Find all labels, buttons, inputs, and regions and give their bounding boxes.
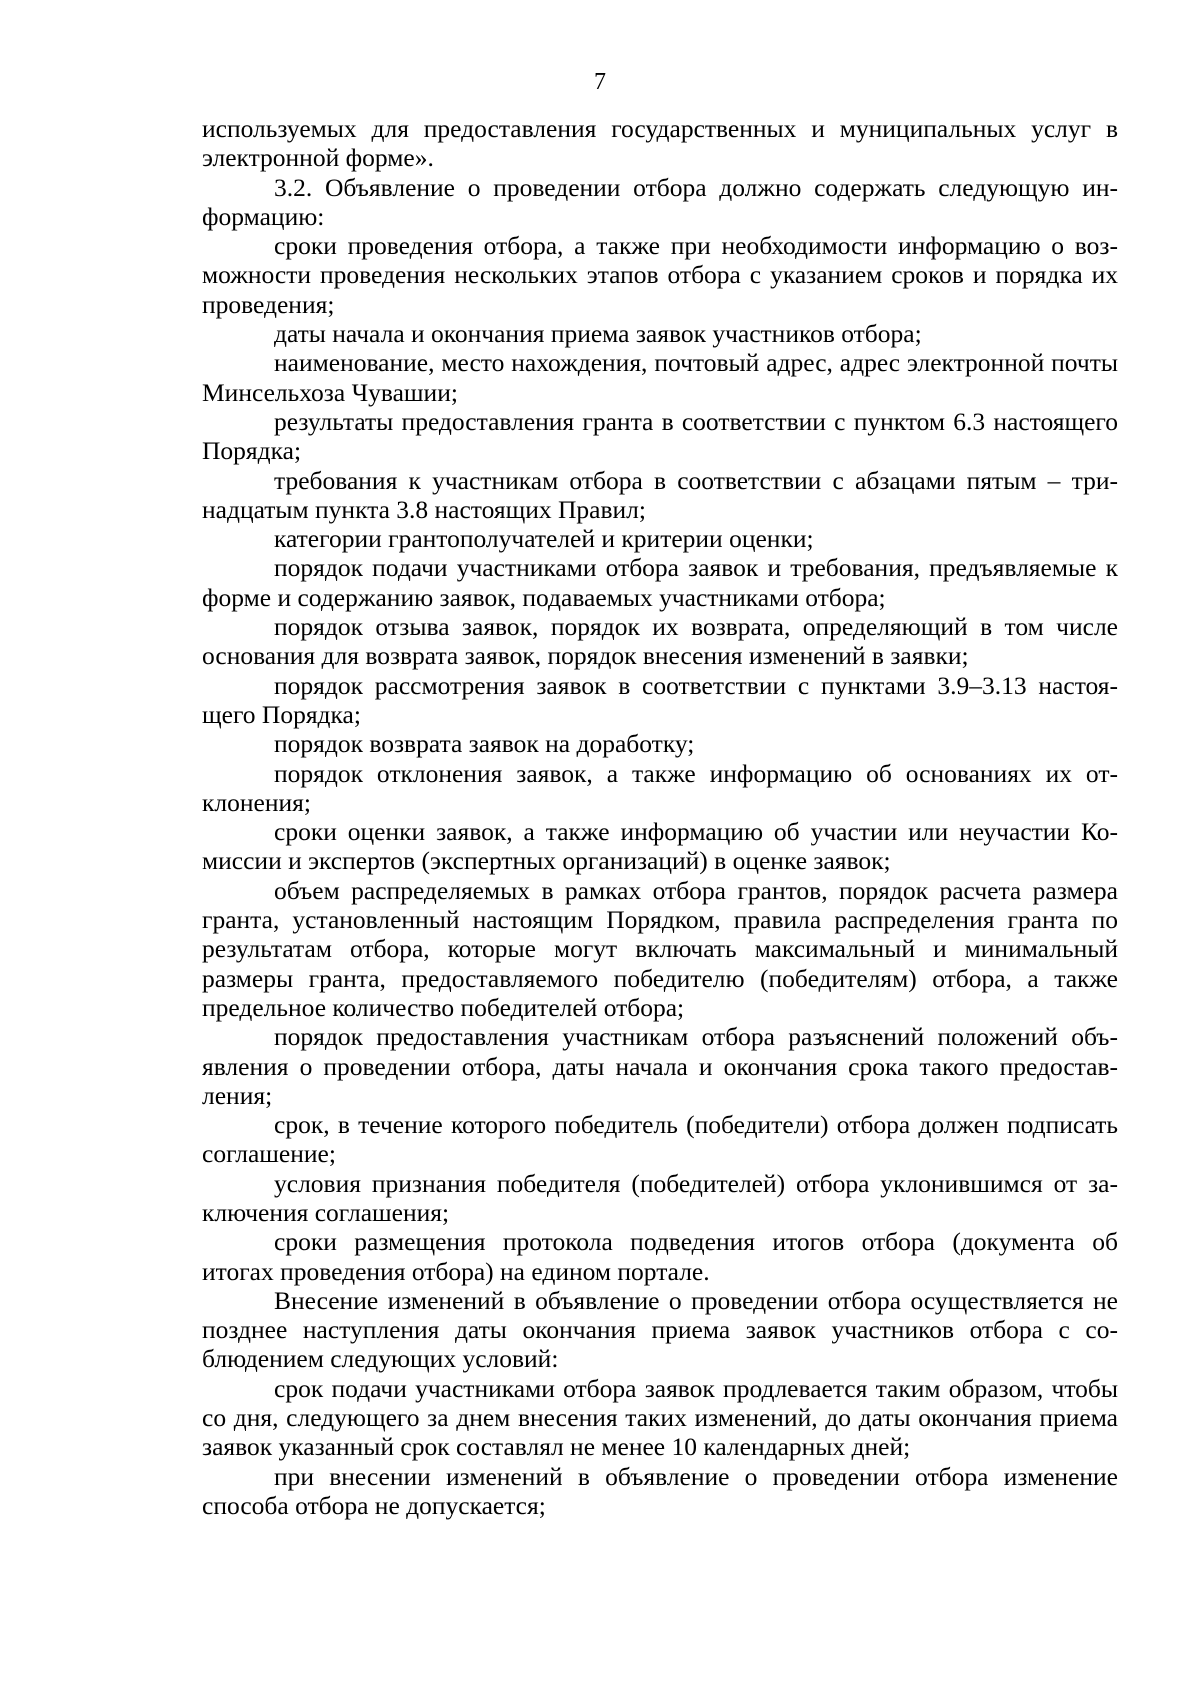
paragraph-22: при внесении изменений в объявление о проведении отбора изменение способа отбора не допускается; bbox=[202, 1461, 1118, 1520]
paragraph-8: категории грантополучателей и критерии оценки; bbox=[274, 524, 814, 554]
paragraph-15: объем распределяемых в рамках отбора грантов, порядок расчета размера гранта, установленный настоящим Порядком, правила распределения гранта по результатам отбора, которые могут включать максимальный и минимальный размеры гранта, предоставляемого победителю (победителям) отбора, а также предельное количество победителей отбора; bbox=[202, 875, 1118, 1022]
paragraph-11: порядок рассмотрения заявок в соответствии с пунктами 3.9–3.13 настоящего Порядка; bbox=[202, 670, 1118, 729]
paragraph-16: порядок предоставления участникам отбора разъяснений положений объявления о проведении отбора, даты начала и окончания срока такого предоставления; bbox=[202, 1022, 1118, 1110]
paragraph-4: даты начала и окончания приема заявок участников отбора; bbox=[274, 319, 922, 349]
document-body bbox=[202, 114, 1118, 1520]
paragraph-10: порядок отзыва заявок, порядок их возврата, определяющий в том числе основания для возврата заявок, порядок внесения изменений в заявки; bbox=[202, 612, 1118, 671]
paragraph-5: наименование, место нахождения, почтовый адрес, адрес электронной почты Минсельхоза Чувашии; bbox=[202, 348, 1118, 407]
paragraph-21: срок подачи участниками отбора заявок продлевается таким образом, чтобы со дня, следующего за днем внесения таких изменений, до даты окончания приема заявок указанный срок составлял не менее 10 календарных дней; bbox=[202, 1373, 1118, 1462]
paragraph-20: Внесение изменений в объявление о проведении отбора осуществляется не позднее наступления даты окончания приема заявок участников отбора с соблюдением следующих условий: bbox=[202, 1285, 1118, 1374]
paragraph-1: используемых для предоставления государственных и муниципальных услуг в электронной форме». bbox=[202, 114, 1118, 173]
paragraph-12: порядок возврата заявок на доработку; bbox=[274, 729, 695, 759]
page-number: 7 bbox=[594, 69, 606, 95]
paragraph-13: порядок отклонения заявок, а также информацию об основаниях их отклонения; bbox=[202, 758, 1118, 817]
paragraph-2: 3.2. Объявление о проведении отбора должно содержать следующую информацию: bbox=[202, 172, 1118, 231]
paragraph-18: условия признания победителя (победителей) отбора уклонившимся от заключения соглашения; bbox=[202, 1168, 1118, 1227]
paragraph-7: требования к участникам отбора в соответствии с абзацами пятым – тринадцатым пункта 3.8 настоящих Правил; bbox=[202, 465, 1118, 524]
paragraph-9: порядок подачи участниками отбора заявок и требования, предъявляемые к форме и содержанию заявок, подаваемых участниками отбора; bbox=[202, 553, 1118, 612]
paragraph-3: сроки проведения отбора, а также при необходимости информацию о возможности проведения нескольких этапов отбора с указанием сроков и порядка их проведения; bbox=[202, 231, 1118, 319]
paragraph-17: срок, в течение которого победитель (победители) отбора должен подписать соглашение; bbox=[202, 1110, 1118, 1169]
paragraph-6: результаты предоставления гранта в соответствии с пунктом 6.3 настоящего Порядка; bbox=[202, 406, 1118, 466]
paragraph-19: сроки размещения протокола подведения итогов отбора (документа об итогах проведения отбора) на едином портале. bbox=[202, 1227, 1118, 1286]
paragraph-14: сроки оценки заявок, а также информацию об участии или неучастии Комиссии и экспертов (экспертных организаций) в оценке заявок; bbox=[202, 817, 1118, 876]
